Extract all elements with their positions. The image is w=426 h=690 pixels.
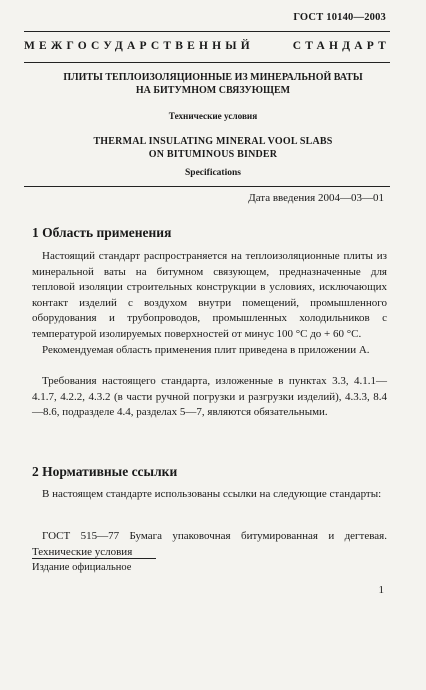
banner-left: МЕЖГОСУДАРСТВЕННЫЙ [24, 40, 254, 52]
title-en-line1: THERMAL INSULATING MINERAL VOOL SLABS [93, 136, 333, 147]
title-ru-line2: НА БИТУМНОМ СВЯЗУЮЩЕМ [135, 85, 291, 96]
title-ru-line1: ПЛИТЫ ТЕПЛОИЗОЛЯЦИОННЫЕ ИЗ МИНЕРАЛЬНОЙ ВАТЫ [63, 72, 363, 83]
header-rule [24, 31, 390, 32]
section2-reference-gost515: ГОСТ 515—77 Бумага упаковочная битумированная и дегтевая. Технические условия [32, 530, 387, 558]
effective-date: Дата введения 2004—03—01 [248, 192, 384, 204]
standard-banner [24, 40, 390, 52]
section2-paragraph-1: В настоящем стандарте использованы ссылки на следующие стандарты: [42, 488, 382, 500]
banner-right: СТАНДАРТ [292, 40, 390, 52]
section1-paragraph-2: Рекомендуемая область применения плит приведена в приложении А. [42, 344, 370, 356]
edition-note: Издание официальное [32, 562, 132, 573]
title-ru [20, 71, 406, 97]
subtitle-ru: Технические условия [168, 111, 258, 121]
page-number: 1 [378, 584, 384, 596]
footer-rule [32, 558, 156, 559]
subtitle-en: Specifications [185, 168, 241, 178]
section1-paragraph-1: Настоящий стандарт распространяется на теплоизоляционные плиты из минеральной ваты на битумном связующем, предназначенные для тепловой изоляции строительных конструкции в условиях, исключающих контакт изделий с воздухом внутри помещений, промышленного оборудования и трубопроводов, промышленных холодильников с температурой изолируемых поверхностей от минус 100 °С до + 60 °С. [32, 250, 387, 340]
section1-heading: 1 Область применения [32, 225, 172, 240]
standard-number: ГОСТ 10140—2003 [293, 12, 386, 23]
title-en-line2: ON BITUMINOUS BINDER [148, 149, 278, 160]
title-rule [24, 186, 390, 187]
title-en [20, 135, 406, 161]
section2-heading: 2 Нормативные ссылки [32, 464, 178, 479]
banner-rule [24, 62, 390, 63]
section1-paragraph-3: Требования настоящего стандарта, изложенные в пунктах 3.3, 4.1.1—4.1.7, 4.2.2, 4.3.2 (в части ручной погрузки и разгрузки изделий), 4.3.3, 8.4—8.6, подразделе 4.4, разделах 5—7, являются обязательными. [32, 375, 387, 419]
